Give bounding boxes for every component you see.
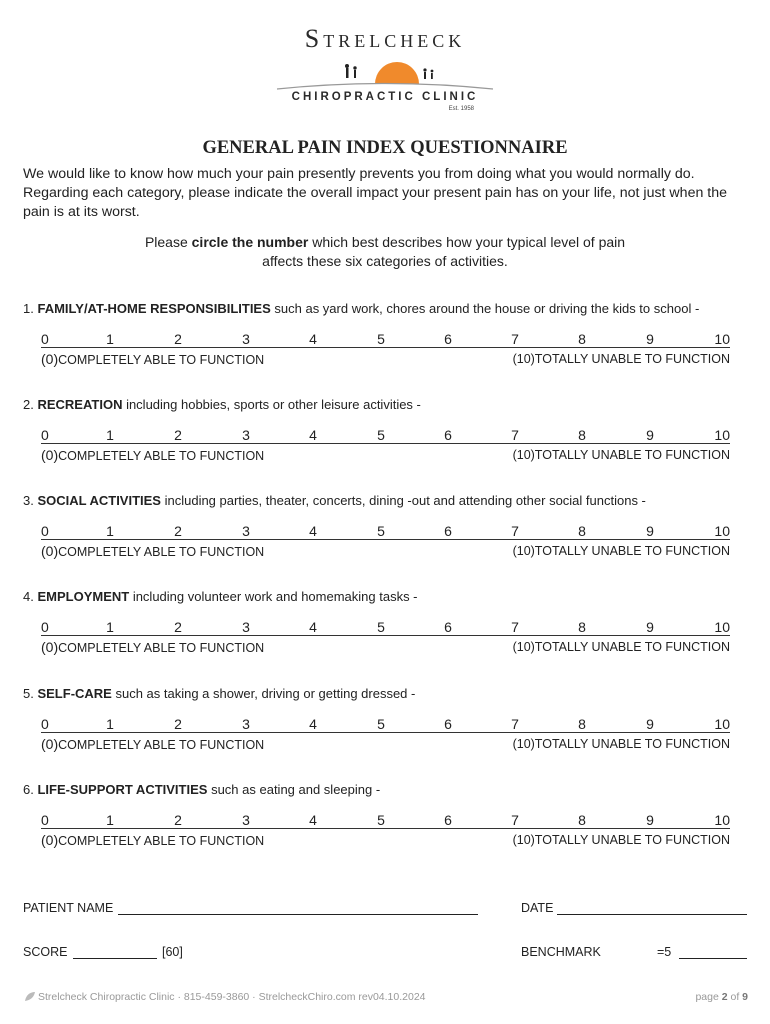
scale-option-3[interactable]: 3: [242, 619, 250, 635]
scale-option-7[interactable]: 7: [511, 427, 519, 443]
rating-scale: [41, 812, 730, 828]
scale-option-8[interactable]: 8: [578, 716, 586, 732]
scale-option-4[interactable]: 4: [309, 619, 317, 635]
question-5: [23, 686, 748, 701]
rating-scale: [41, 427, 730, 443]
question-category: SOCIAL ACTIVITIES: [37, 493, 161, 508]
scale-option-6[interactable]: 6: [444, 716, 452, 732]
question-description: including volunteer work and homemaking tasks -: [129, 589, 418, 604]
scale-option-0[interactable]: 0: [41, 331, 49, 347]
scale-min-text: COMPLETELY ABLE TO FUNCTION: [58, 834, 265, 848]
page-prefix: page: [695, 991, 722, 1003]
scale-option-4[interactable]: 4: [309, 427, 317, 443]
question-1: [23, 301, 748, 316]
question-description: including hobbies, sports or other leisure activities -: [122, 397, 421, 412]
scale-option-6[interactable]: 6: [444, 331, 452, 347]
sunset-icon: [275, 56, 495, 90]
scale-option-2[interactable]: 2: [174, 716, 182, 732]
scale-rule: [41, 443, 730, 444]
scale-option-0[interactable]: 0: [41, 523, 49, 539]
scale-option-3[interactable]: 3: [242, 812, 250, 828]
scale-option-9[interactable]: 9: [646, 523, 654, 539]
scale-option-10[interactable]: 10: [714, 523, 730, 539]
scale-option-3[interactable]: 3: [242, 716, 250, 732]
scale-min-label: [41, 543, 264, 559]
scale-option-4[interactable]: 4: [309, 812, 317, 828]
scale-option-8[interactable]: 8: [578, 331, 586, 347]
scale-option-0[interactable]: 0: [41, 619, 49, 635]
footer-text: Strelcheck Chiropractic Clinic · 815-459-3860 · StrelcheckChiro.com rev04.10.2024: [38, 991, 426, 1003]
patient-name-label: PATIENT NAME: [23, 901, 114, 915]
instruction-text: [0, 233, 770, 271]
clinic-logo: [0, 24, 770, 112]
sunset-graphic: [275, 56, 495, 90]
instruction-before: Please: [144, 234, 192, 250]
question-category: RECREATION: [37, 397, 123, 412]
question-number: 6.: [23, 782, 38, 797]
scale-option-10[interactable]: 10: [714, 716, 730, 732]
scale-min-number: (0): [41, 543, 59, 559]
brand-name: [0, 24, 770, 54]
scale-option-0[interactable]: 0: [41, 427, 49, 443]
scale-option-4[interactable]: 4: [309, 331, 317, 347]
question-3: [23, 493, 748, 508]
scale-min-label: [41, 832, 264, 848]
scale-option-6[interactable]: 6: [444, 619, 452, 635]
rating-scale: [41, 331, 730, 347]
scale-rule: [41, 828, 730, 829]
scale-min-number: (0): [41, 736, 59, 752]
scale-min-label: [41, 447, 264, 463]
question-6: [23, 782, 748, 797]
score-line[interactable]: [73, 958, 157, 959]
scale-option-2[interactable]: 2: [174, 331, 182, 347]
instruction-bold: circle the number: [191, 234, 309, 250]
scale-rule: [41, 732, 730, 733]
scale-option-5[interactable]: 5: [377, 427, 385, 443]
scale-min-label: [41, 351, 264, 367]
question-number: 1.: [23, 301, 38, 316]
question-category: EMPLOYMENT: [37, 589, 130, 604]
scale-option-1[interactable]: 1: [106, 812, 114, 828]
scale-min-label: [41, 639, 264, 655]
benchmark-label: BENCHMARK: [521, 945, 601, 959]
scale-min-label: [41, 736, 264, 752]
scale-option-9[interactable]: 9: [646, 619, 654, 635]
question-4: [23, 589, 748, 604]
date-label: DATE: [521, 901, 554, 915]
scale-option-6[interactable]: 6: [444, 523, 452, 539]
clinic-subtitle: CHIROPRACTIC CLINIC: [291, 91, 479, 103]
scale-option-1[interactable]: 1: [106, 523, 114, 539]
score-label: SCORE: [23, 945, 68, 959]
page-total: 9: [742, 991, 748, 1003]
scale-option-5[interactable]: 5: [377, 331, 385, 347]
scale-option-6[interactable]: 6: [444, 427, 452, 443]
scale-option-2[interactable]: 2: [174, 523, 182, 539]
scale-option-1[interactable]: 1: [106, 619, 114, 635]
scale-min-text: COMPLETELY ABLE TO FUNCTION: [58, 738, 265, 752]
scale-option-9[interactable]: 9: [646, 331, 654, 347]
scale-option-1[interactable]: 1: [106, 716, 114, 732]
scale-option-7[interactable]: 7: [511, 716, 519, 732]
scale-option-9[interactable]: 9: [646, 427, 654, 443]
scale-option-3[interactable]: 3: [242, 427, 250, 443]
scale-max-label: (10)TOTALLY UNABLE TO FUNCTION: [512, 833, 730, 847]
footer-info: [24, 991, 426, 1003]
rating-scale: [41, 523, 730, 539]
benchmark-value: =5: [657, 945, 672, 959]
scale-option-8[interactable]: 8: [578, 523, 586, 539]
question-description: such as taking a shower, driving or getting dressed -: [111, 686, 416, 701]
scale-min-text: COMPLETELY ABLE TO FUNCTION: [58, 353, 265, 367]
scale-rule: [41, 635, 730, 636]
scale-min-number: (0): [41, 832, 59, 848]
scale-option-9[interactable]: 9: [646, 812, 654, 828]
scale-max-label: (10)TOTALLY UNABLE TO FUNCTION: [512, 352, 730, 366]
instruction-after: which best describes how your typical level of pain: [308, 234, 626, 250]
page-current: 2: [721, 991, 728, 1003]
scale-option-10[interactable]: 10: [714, 331, 730, 347]
scale-option-0[interactable]: 0: [41, 812, 49, 828]
scale-option-5[interactable]: 5: [377, 523, 385, 539]
question-category: LIFE-SUPPORT ACTIVITIES: [37, 782, 208, 797]
scale-option-1[interactable]: 1: [106, 427, 114, 443]
scale-min-number: (0): [41, 639, 59, 655]
question-description: such as yard work, chores around the house or driving the kids to school -: [270, 301, 700, 316]
question-description: including parties, theater, concerts, dining -out and attending other social functions -: [160, 493, 646, 508]
page-mid: of: [727, 991, 743, 1003]
scale-rule: [41, 347, 730, 348]
scale-option-7[interactable]: 7: [511, 619, 519, 635]
scale-min-text: COMPLETELY ABLE TO FUNCTION: [58, 449, 265, 463]
scale-option-7[interactable]: 7: [511, 331, 519, 347]
scale-option-6[interactable]: 6: [444, 812, 452, 828]
scale-option-1[interactable]: 1: [106, 331, 114, 347]
scale-min-text: COMPLETELY ABLE TO FUNCTION: [58, 545, 265, 559]
scale-option-4[interactable]: 4: [309, 716, 317, 732]
question-2: [23, 397, 748, 412]
score-max: [60]: [162, 945, 183, 959]
page-number: [695, 991, 748, 1003]
scale-min-number: (0): [41, 447, 59, 463]
scale-max-label: (10)TOTALLY UNABLE TO FUNCTION: [512, 448, 730, 462]
intro-paragraph: We would like to know how much your pain presently prevents you from doing what you would normally do. Regarding each category, please indicate the overall impact your present pain has on your life, not just when the pain is at its worst.: [23, 166, 728, 220]
leaf-icon: [24, 991, 36, 1002]
instruction-line2: affects these six categories of activities.: [262, 253, 508, 269]
question-number: 2.: [23, 397, 38, 412]
scale-option-5[interactable]: 5: [377, 619, 385, 635]
scale-option-5[interactable]: 5: [377, 812, 385, 828]
scale-option-8[interactable]: 8: [578, 619, 586, 635]
page-title: GENERAL PAIN INDEX QUESTIONNAIRE: [202, 138, 568, 158]
rating-scale: [41, 619, 730, 635]
scale-rule: [41, 539, 730, 540]
scale-option-3[interactable]: 3: [242, 331, 250, 347]
scale-max-label: (10)TOTALLY UNABLE TO FUNCTION: [512, 737, 730, 751]
scale-option-10[interactable]: 10: [714, 427, 730, 443]
scale-option-8[interactable]: 8: [578, 812, 586, 828]
scale-option-0[interactable]: 0: [41, 716, 49, 732]
scale-option-2[interactable]: 2: [174, 812, 182, 828]
scale-min-text: COMPLETELY ABLE TO FUNCTION: [58, 641, 265, 655]
rating-scale: [41, 716, 730, 732]
scale-option-2[interactable]: 2: [174, 619, 182, 635]
brand-text: Strelcheck: [304, 24, 466, 53]
patient-name-line[interactable]: [118, 914, 478, 915]
question-number: 5.: [23, 686, 38, 701]
scale-option-8[interactable]: 8: [578, 427, 586, 443]
established-year: Est. 1958: [448, 106, 474, 112]
scale-min-number: (0): [41, 351, 59, 367]
scale-option-5[interactable]: 5: [377, 716, 385, 732]
question-description: such as eating and sleeping -: [207, 782, 381, 797]
scale-option-7[interactable]: 7: [511, 812, 519, 828]
scale-max-label: (10)TOTALLY UNABLE TO FUNCTION: [512, 640, 730, 654]
benchmark-line[interactable]: [679, 958, 747, 959]
scale-option-7[interactable]: 7: [511, 523, 519, 539]
scale-option-3[interactable]: 3: [242, 523, 250, 539]
scale-option-10[interactable]: 10: [714, 812, 730, 828]
scale-option-2[interactable]: 2: [174, 427, 182, 443]
scale-option-4[interactable]: 4: [309, 523, 317, 539]
question-number: 4.: [23, 589, 38, 604]
question-category: SELF-CARE: [37, 686, 112, 701]
question-number: 3.: [23, 493, 38, 508]
scale-option-9[interactable]: 9: [646, 716, 654, 732]
scale-max-label: (10)TOTALLY UNABLE TO FUNCTION: [512, 544, 730, 558]
date-line[interactable]: [557, 914, 747, 915]
question-category: FAMILY/AT-HOME RESPONSIBILITIES: [37, 301, 271, 316]
scale-option-10[interactable]: 10: [714, 619, 730, 635]
